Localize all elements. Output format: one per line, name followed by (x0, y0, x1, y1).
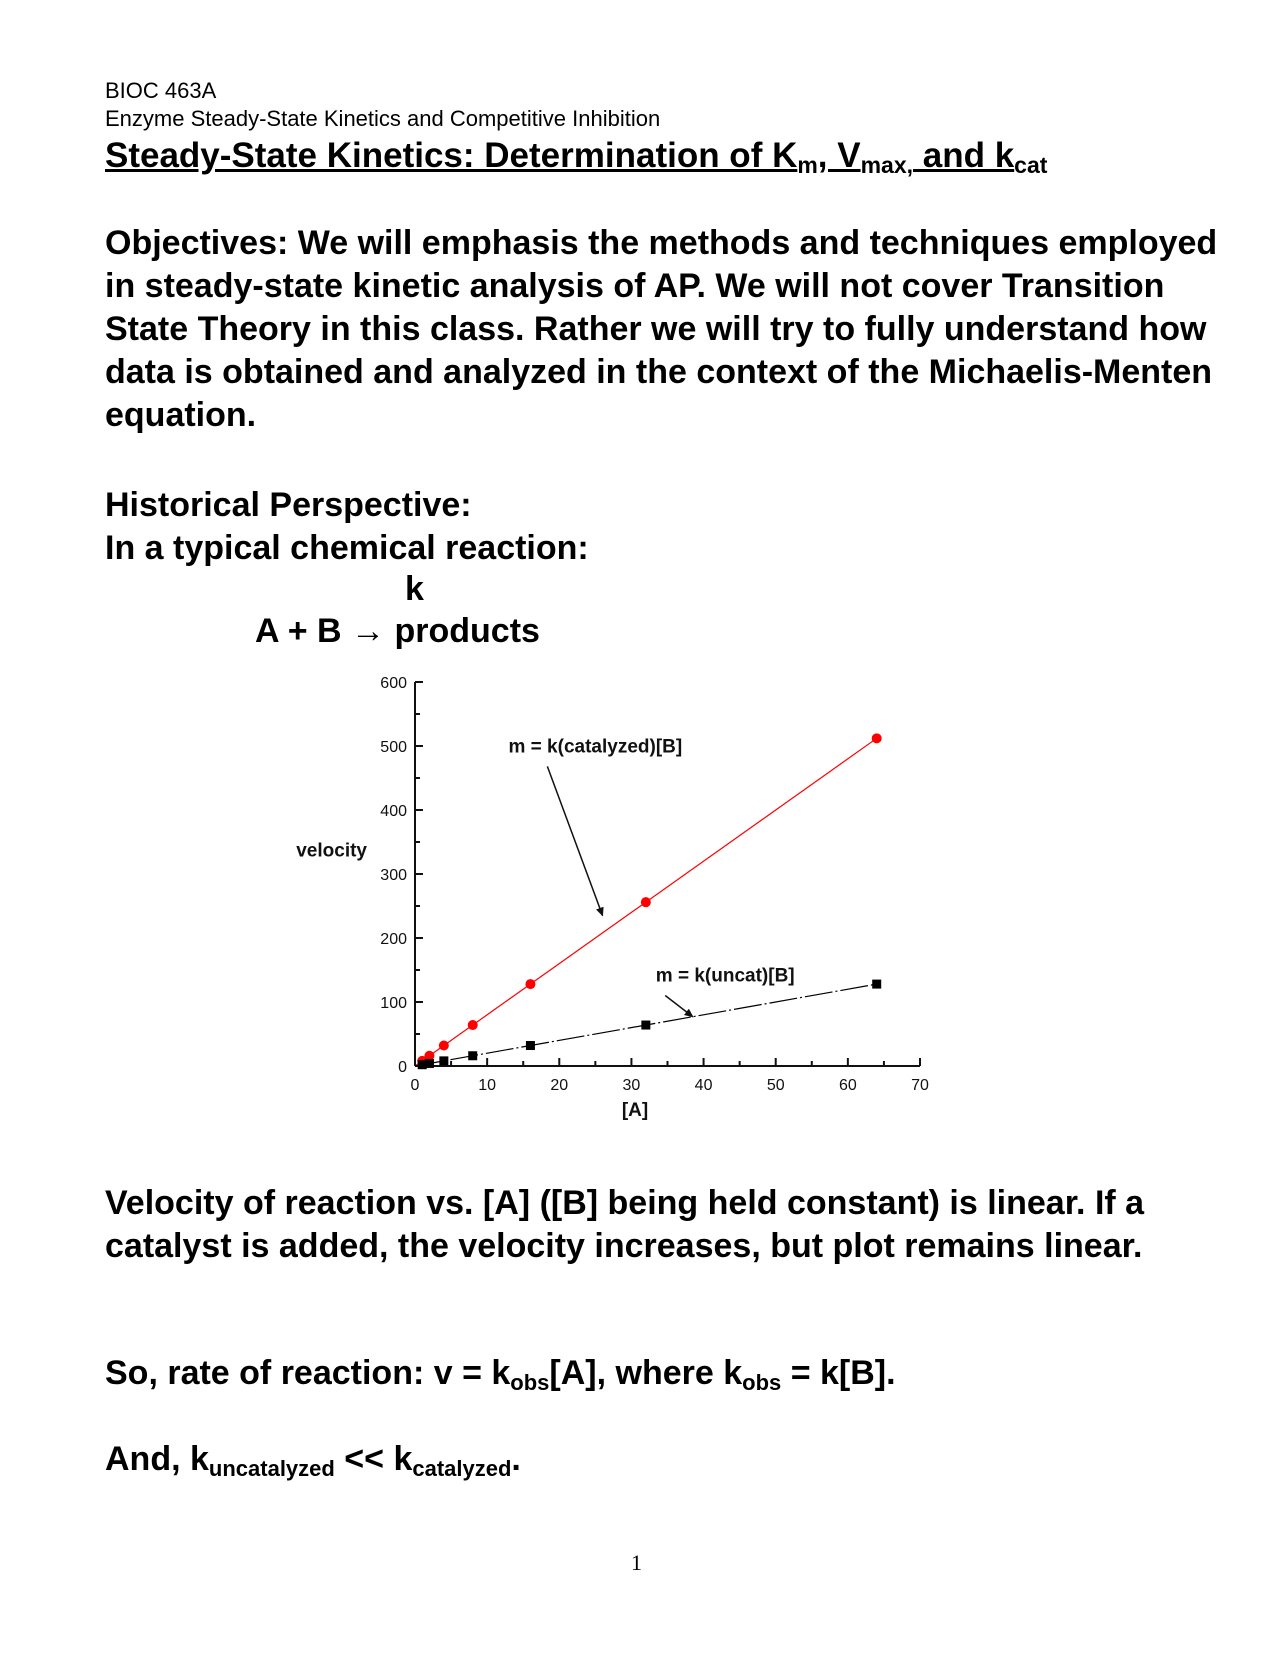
heading-text-2: , V (817, 136, 861, 175)
data-point-uncatalyzed (641, 1021, 650, 1030)
course-code: BIOC 463A (105, 78, 217, 103)
x-tick-label: 70 (911, 1077, 929, 1094)
data-point-catalyzed (439, 1041, 449, 1051)
x-tick-label: 0 (410, 1077, 420, 1094)
document-subtitle: Enzyme Steady-State Kinetics and Competitive Inhibition (105, 106, 661, 131)
vmax-subscript: max, (860, 152, 914, 178)
y-tick-label: 400 (380, 803, 407, 820)
rate-equation (105, 1352, 896, 1404)
chart-series (415, 733, 882, 1069)
chart-annotations (509, 736, 795, 1016)
kcat-subscript: cat (1014, 152, 1048, 178)
section-heading (105, 136, 1047, 179)
page-number: 1 (631, 1550, 642, 1575)
annotation-label: m = k(uncat)[B] (655, 965, 795, 987)
y-tick-label: 300 (380, 867, 407, 884)
kobs-subscript-2: obs (742, 1370, 782, 1395)
objectives-paragraph: Objectives: We will emphasis the methods and techniques employed in steady-state kinetic analysis of AP. We will not cover Transition State Theory in this class. Rather we will try to fully understand how data is obtained and analyzed in the context of the Michaelis-Menten equation. (105, 224, 1218, 434)
x-tick-label: 60 (838, 1077, 857, 1094)
and-text-2: << k (334, 1440, 413, 1478)
series-catalyzed (415, 733, 882, 1066)
annotation-arrow (665, 996, 693, 1017)
historical-perspective (105, 484, 589, 570)
linearity-paragraph: Velocity of reaction vs. [A] ([B] being held constant) is linear. If a catalyst is added, the velocity increases, but plot remains linear. (105, 1184, 1145, 1265)
y-tick-label: 0 (398, 1059, 407, 1076)
data-point-catalyzed (641, 897, 651, 907)
y-tick-label: 100 (380, 995, 407, 1012)
rate-text-3: = k[B]. (781, 1354, 896, 1392)
data-point-uncatalyzed (872, 980, 881, 989)
rate-text: So, rate of reaction: v = k (105, 1354, 511, 1392)
rate-constant-label: k (405, 570, 424, 608)
kobs-subscript: obs (510, 1370, 550, 1395)
y-axis-title: velocity (296, 840, 367, 862)
data-point-catalyzed (525, 979, 535, 989)
and-text: And, k (105, 1440, 209, 1478)
data-point-catalyzed (468, 1020, 478, 1030)
x-tick-label: 50 (766, 1077, 785, 1094)
rate-constant-comparison (105, 1438, 521, 1490)
data-point-uncatalyzed (439, 1056, 448, 1065)
x-axis-title: [A] (621, 1100, 649, 1121)
rate-text-2: [A], where k (549, 1354, 743, 1392)
series-uncatalyzed (415, 980, 881, 1070)
velocity-vs-concentration-chart (280, 660, 980, 1180)
data-point-uncatalyzed (425, 1059, 434, 1068)
annotation-label: m = k(catalyzed)[B] (508, 736, 683, 758)
reaction-equation: A + B → products (255, 612, 540, 650)
history-heading: Historical Perspective: (105, 486, 472, 524)
x-tick-label: 20 (550, 1077, 569, 1094)
x-tick-label: 30 (622, 1077, 641, 1094)
annotation-arrow (547, 766, 602, 915)
km-subscript: m (797, 152, 818, 178)
data-point-uncatalyzed (526, 1041, 535, 1050)
heading-text-3: and k (913, 136, 1015, 175)
history-intro: In a typical chemical reaction: (105, 529, 589, 567)
data-point-uncatalyzed (468, 1051, 477, 1060)
y-tick-label: 200 (380, 931, 407, 948)
data-point-catalyzed (872, 733, 882, 743)
catalyzed-subscript: catalyzed (412, 1456, 512, 1481)
uncatalyzed-subscript: uncatalyzed (208, 1456, 335, 1481)
y-tick-label: 500 (380, 739, 407, 756)
x-tick-label: 10 (478, 1077, 497, 1094)
x-tick-label: 40 (694, 1077, 713, 1094)
and-text-3: . (511, 1440, 521, 1478)
y-tick-label: 600 (380, 675, 407, 692)
heading-text: Steady-State Kinetics: Determination of K (105, 136, 798, 175)
